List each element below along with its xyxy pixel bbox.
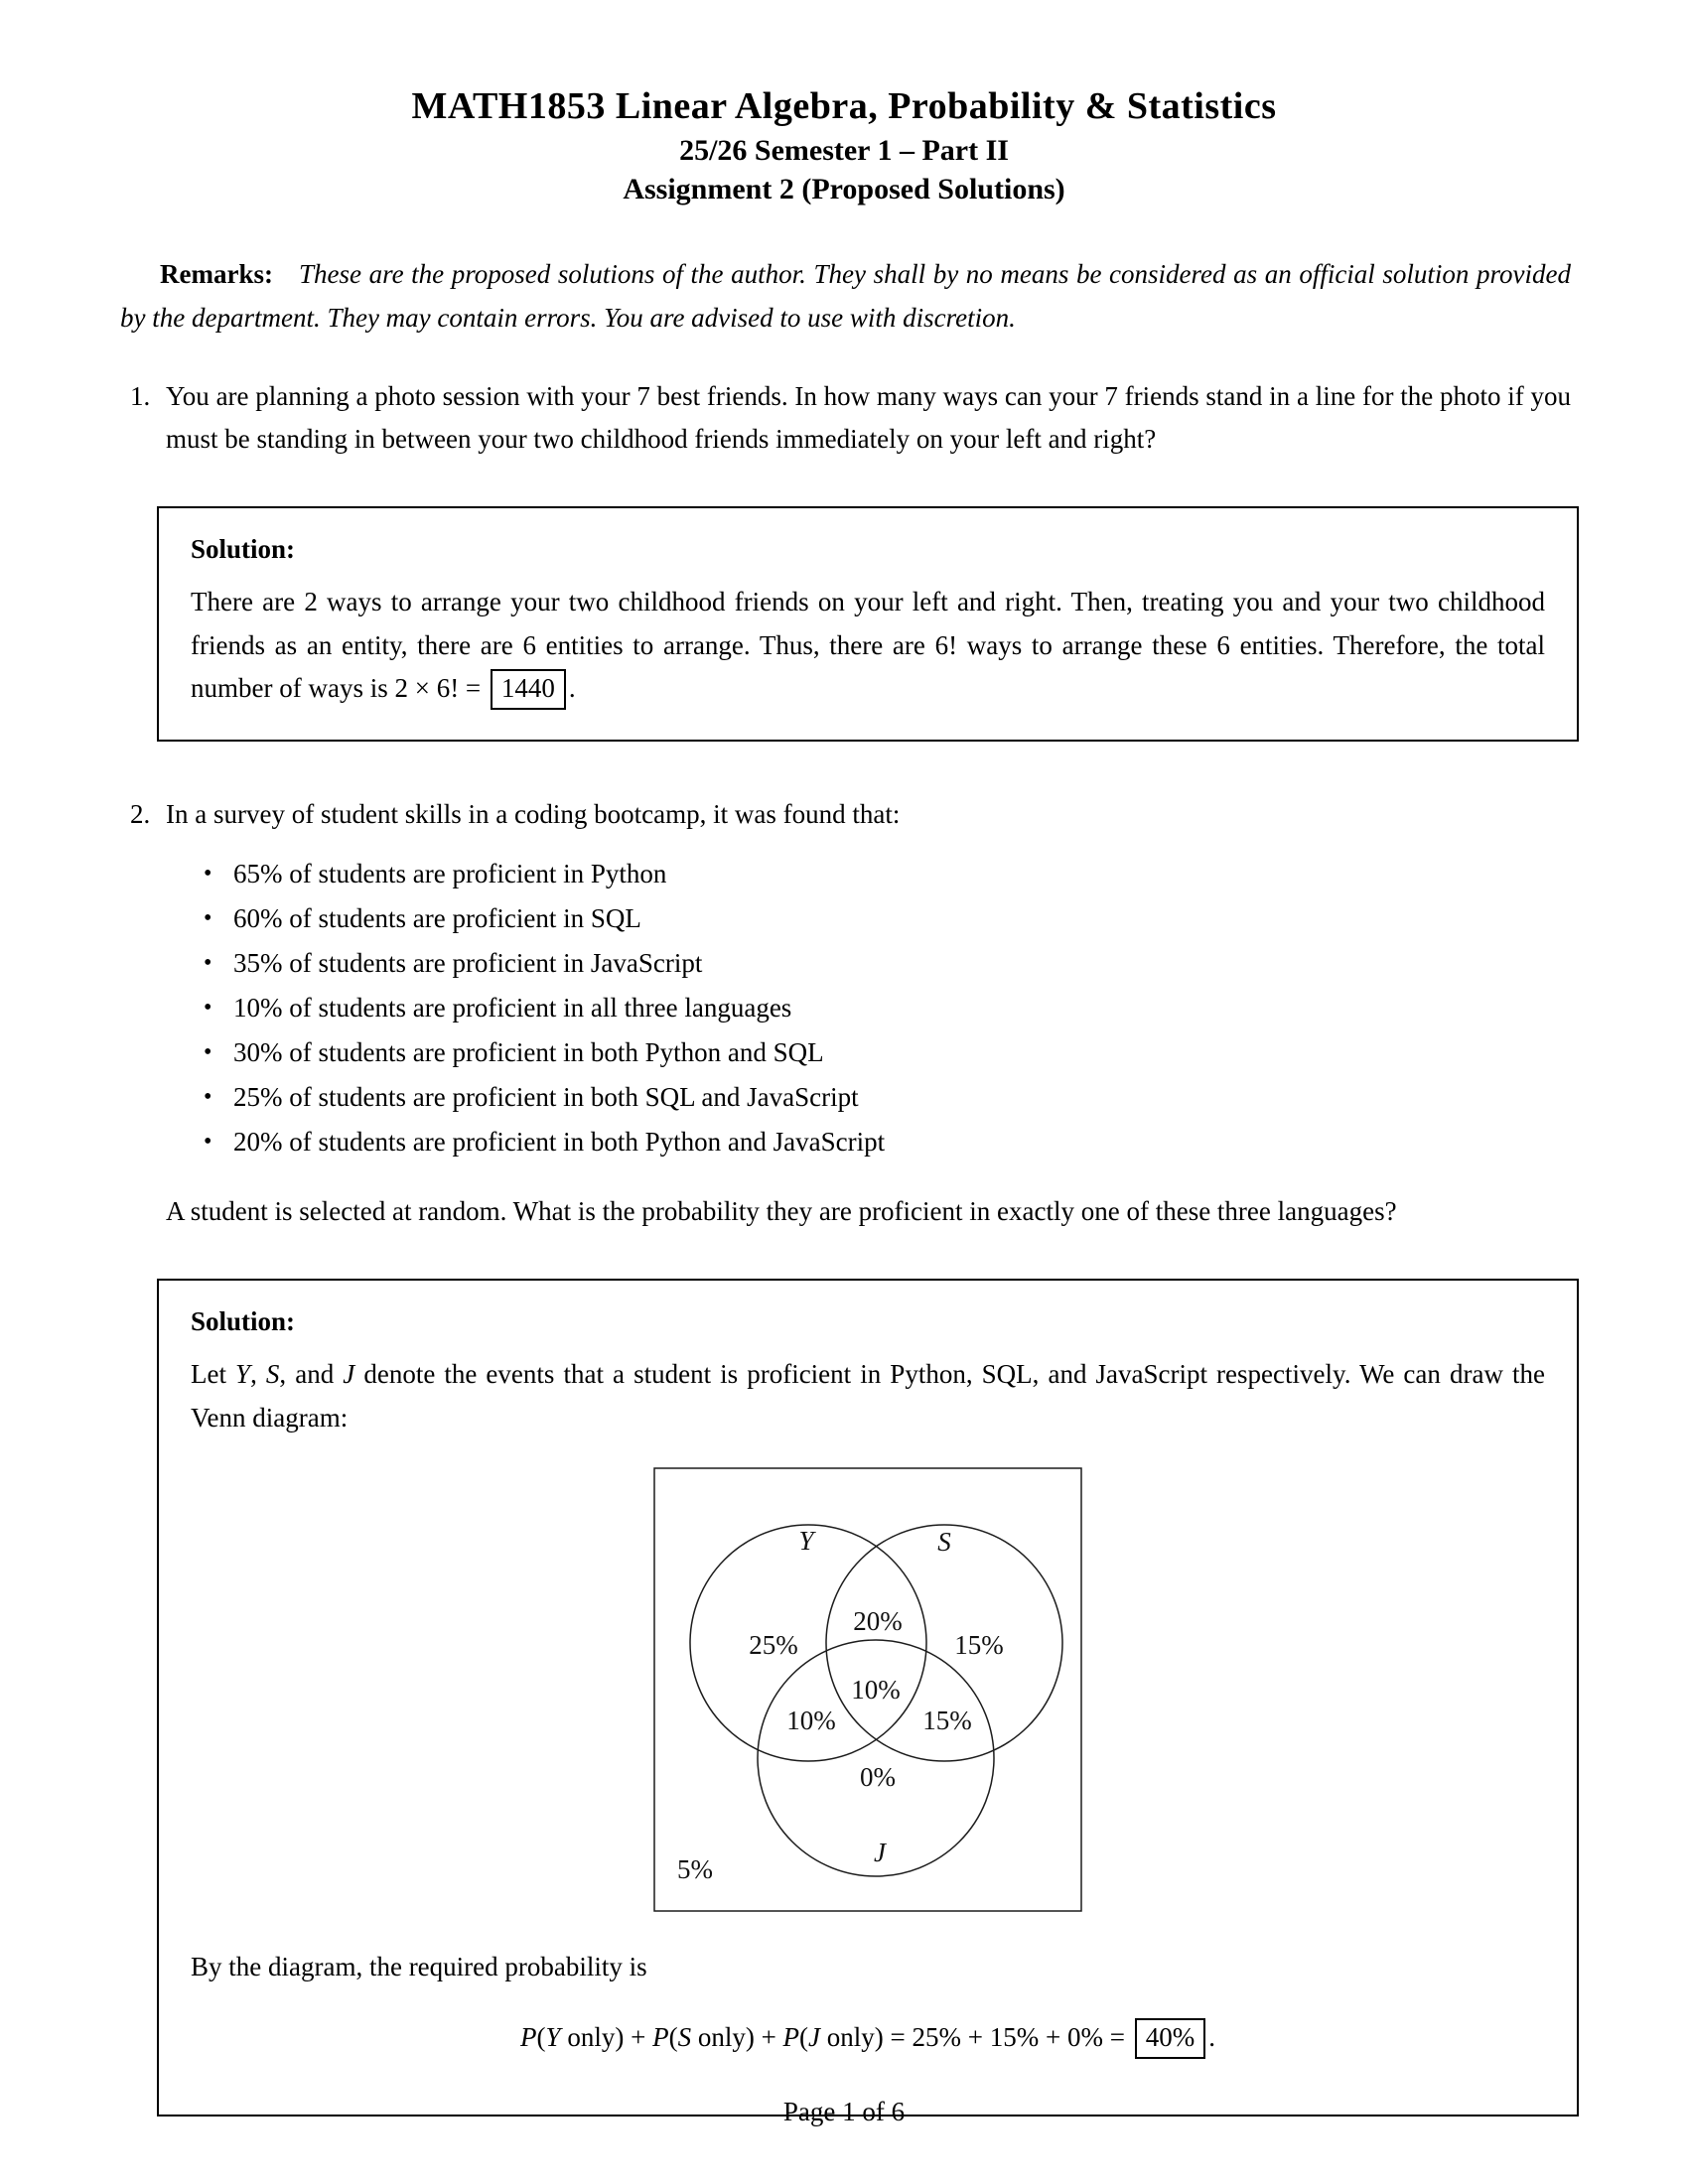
eq-open: ( [799, 2021, 809, 2052]
solution-2-label: Solution: [191, 1306, 296, 1337]
list-item [166, 986, 1571, 1030]
eq-only: only) [560, 2021, 625, 2052]
math-var-j: J [808, 2021, 821, 2052]
venn-value-y-only: 25% [749, 1629, 798, 1660]
probability-equation [191, 2018, 1545, 2059]
list-item-text: 25% of students are proficient in both SQL and JavaScript [233, 1082, 859, 1113]
list-item [166, 1075, 1571, 1120]
by-diagram-text: By the diagram, the required probability is [191, 1951, 647, 1981]
eq-plus: + [624, 2021, 653, 2052]
boxed-answer-40: 40% [1135, 2018, 1206, 2059]
question-2-body [166, 793, 1571, 1233]
solution-box-2 [157, 1279, 1579, 2116]
math-var-y: Y [545, 2021, 561, 2052]
math-p: P [652, 2021, 669, 2052]
list-item [166, 896, 1571, 941]
bullet-icon: • [204, 1039, 212, 1066]
eq-equals: = [1102, 2021, 1132, 2052]
math-var-s: S [265, 1359, 280, 1390]
venn-diagram [653, 1467, 1082, 1912]
lead-let: Let [191, 1359, 236, 1390]
question-1-number: 1. [130, 381, 151, 412]
venn-label-y: Y [798, 1525, 814, 1556]
survey-facts-list [166, 852, 1571, 1164]
math-p: P [520, 2021, 537, 2052]
question-2-prompt: A student is selected at random. What is the probability they are proficient in exactly one of these three languages? [166, 1196, 1397, 1227]
solution-box-1 [157, 506, 1579, 742]
question-1 [120, 375, 1571, 461]
venn-label-s: S [937, 1526, 951, 1557]
question-2 [120, 793, 1571, 1233]
solution-1-label: Solution: [191, 534, 296, 565]
course-title: MATH1853 Linear Algebra, Probability & Statistics [411, 85, 1277, 127]
bullet-icon: • [204, 950, 212, 977]
boxed-answer-1440: 1440 [491, 669, 566, 710]
eq-sum: 25% + 15% + 0% [912, 2021, 1103, 2052]
solution-1-text [191, 581, 1545, 710]
solution-1-period: . [568, 672, 576, 703]
question-2-number: 2. [130, 798, 151, 829]
eq-equals: = [883, 2021, 913, 2052]
page-footer: Page 1 of 6 [782, 2097, 906, 2126]
eq-open: ( [536, 2021, 546, 2052]
bullet-icon: • [204, 1129, 212, 1156]
eq-plus: + [754, 2021, 783, 2052]
venn-value-y-and-s: 20% [853, 1605, 903, 1636]
math-var-y: Y [235, 1359, 251, 1390]
venn-value-s-only: 15% [954, 1629, 1004, 1660]
question-2-intro: In a survey of student skills in a coding bootcamp, it was found that: [166, 798, 901, 829]
eq-period: . [1208, 2021, 1215, 2052]
bullet-icon: • [204, 995, 212, 1022]
question-1-text: You are planning a photo session with your 7 best friends. In how many ways can your 7 friends stand in a line for the photo if you must be standing in between your two childhood friends immediately on your left and right? [166, 381, 1571, 455]
list-item-text: 65% of students are proficient in Python [233, 859, 667, 889]
remarks-label: Remarks: [160, 258, 273, 289]
assignment-subtitle: Assignment 2 (Proposed Solutions) [623, 172, 1065, 205]
list-item [166, 852, 1571, 896]
list-item-text: 35% of students are proficient in JavaScript [233, 948, 703, 979]
venn-value-s-and-j: 15% [922, 1705, 972, 1735]
semester-subtitle: 25/26 Semester 1 – Part II [679, 133, 1009, 167]
eq-only: only) [820, 2021, 884, 2052]
remarks-text: These are the proposed solutions of the author. They shall by no means be considered as an official solution provided by the department. They may contain errors. You are advised to use with discretion. [120, 258, 1571, 333]
list-item [166, 1030, 1571, 1075]
remarks-paragraph [120, 252, 1571, 341]
venn-value-j-only: 0% [860, 1761, 896, 1792]
list-item [166, 1120, 1571, 1164]
math-var-j: J [343, 1359, 355, 1390]
venn-value-y-and-j: 10% [786, 1705, 836, 1735]
venn-value-all-three: 10% [851, 1674, 901, 1705]
eq-only: only) [691, 2021, 755, 2052]
venn-label-j: J [874, 1837, 886, 1867]
solution-1-body: There are 2 ways to arrange your two childhood friends on your left and right. Then, treating you and your two childhood friends as an entity, there are 6 entities to arrange. Thus, there are 6! ways to arrange these 6 entities. Therefore, the total number of ways is 2 × 6! = [191, 587, 1545, 703]
list-item-text: 20% of students are proficient in both Python and JavaScript [233, 1127, 886, 1158]
document-header [0, 0, 1688, 208]
solution-2-lead [191, 1353, 1545, 1438]
math-p: P [782, 2021, 800, 2052]
document-body [120, 252, 1571, 2117]
bullet-icon: • [204, 861, 212, 887]
list-item [166, 941, 1571, 986]
bullet-icon: • [204, 905, 212, 932]
lead-and: , and [279, 1359, 344, 1390]
lead-comma: , [250, 1359, 266, 1390]
list-item-text: 30% of students are proficient in both Python and SQL [233, 1037, 824, 1068]
eq-open: ( [668, 2021, 678, 2052]
bullet-icon: • [204, 1084, 212, 1111]
list-item-text: 10% of students are proficient in all three languages [233, 993, 792, 1024]
math-var-s: S [677, 2021, 692, 2052]
lead-rest: denote the events that a student is proficient in Python, SQL, and JavaScript respectively. We can draw the Venn diagram: [191, 1359, 1545, 1433]
venn-value-outside: 5% [677, 1853, 713, 1884]
list-item-text: 60% of students are proficient in SQL [233, 903, 641, 934]
